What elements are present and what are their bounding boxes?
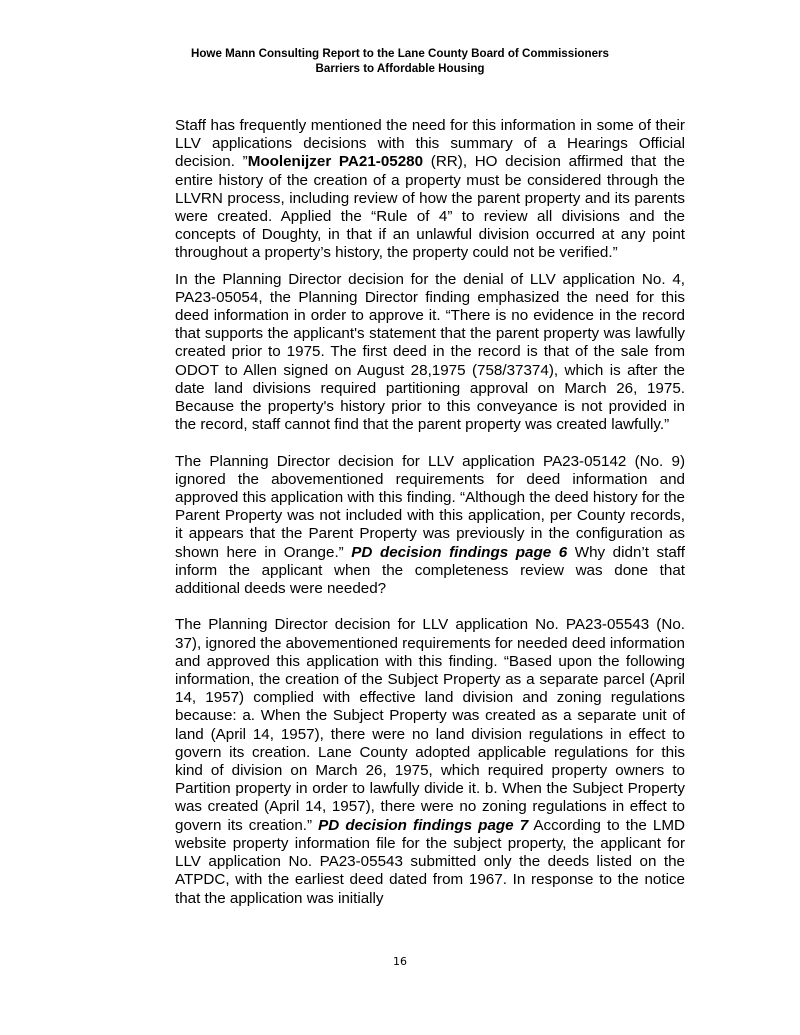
paragraph-hearings-official-summary: [175, 117, 685, 263]
document-body: [175, 117, 685, 908]
text: The Planning Director decision for LLV application PA23-05142 (No. 9) ignored the abovementioned requirements for deed information and approved this application with this finding. “Although the deed history for the Parent Property was not included with this application, per County records, it appears that the Parent Property was previously in the configuration as shown here in Orange.”: [175, 452, 685, 561]
text: (RR), HO decision affirmed that the entire history of the creation of a property must be considered through the LLVRN process, including review of how the parent property and its parents were created. Applied the “Rule of 4” to review all divisions and the concepts of Doughty, in that if an unlawful division occurred at any point throughout a property’s history, the property could not be verified.”: [175, 153, 685, 262]
text: The Planning Director decision for LLV application No. PA23-05543 (No. 37), ignored the abovementioned requirements for needed deed information and approved this application with this finding. “Based upon the following information, the creation of the Subject Property as a separate parcel (April 14, 1957) complied with effective land division and zoning regulations because: a. When the Subject Property was created as a separate unit of land (April 14, 1957), there were no land division regulations in effect to govern its creation. Lane County adopted applicable regulations for this kind of division on March 26, 1975, which required property owners to Partition property in order to lawfully divide it. b. When the Subject Property was created (April 14, 1957), there were no zoning regulations in effect to govern its creation.”: [175, 616, 685, 834]
paragraph-pa23-05054: [175, 271, 685, 435]
text: Staff has frequently mentioned the need for this information in some of their LLV applications decisions with this summary of a Hearings Official decision. ”: [175, 117, 685, 171]
paragraph-pa23-05142: [175, 453, 685, 599]
case-reference: Moolenijzer PA21-05280: [247, 153, 424, 171]
page-number: 16: [393, 955, 407, 968]
paragraph-pa23-05543: [175, 616, 685, 907]
text: Why didn’t staff inform the applicant when the completeness review was done that additional deeds were needed?: [175, 543, 685, 598]
header-title: Howe Mann Consulting Report to the Lane County Board of Commissioners: [190, 47, 610, 60]
header-subtitle: Barriers to Affordable Housing: [315, 61, 485, 75]
text: According to the LMD website property information file for the subject property, the applicant for LLV application No. PA23-05543 submitted only the deeds listed on the ATPDC, with the earliest deed dated from 1967. In response to the notice that the application was initially: [175, 816, 685, 907]
page-header: [0, 47, 800, 76]
text: In the Planning Director decision for the denial of LLV application No. 4, PA23-05054, the Planning Director finding emphasized the need for this deed information in order to approve it. “There is no evidence in the record that supports the applicant's statement that the parent property was lawfully created prior to 1975. The first deed in the record is that of the sale from ODOT to Allen signed on August 28,1975 (758/37374), which is after the date land divisions required partitioning approval on March 26, 1975. Because the property's history prior to this conveyance is not provided in the record, staff cannot find that the parent property was created lawfully.”: [175, 270, 685, 434]
citation: PD decision findings page 7: [318, 816, 529, 834]
citation: PD decision findings page 6: [351, 543, 568, 561]
